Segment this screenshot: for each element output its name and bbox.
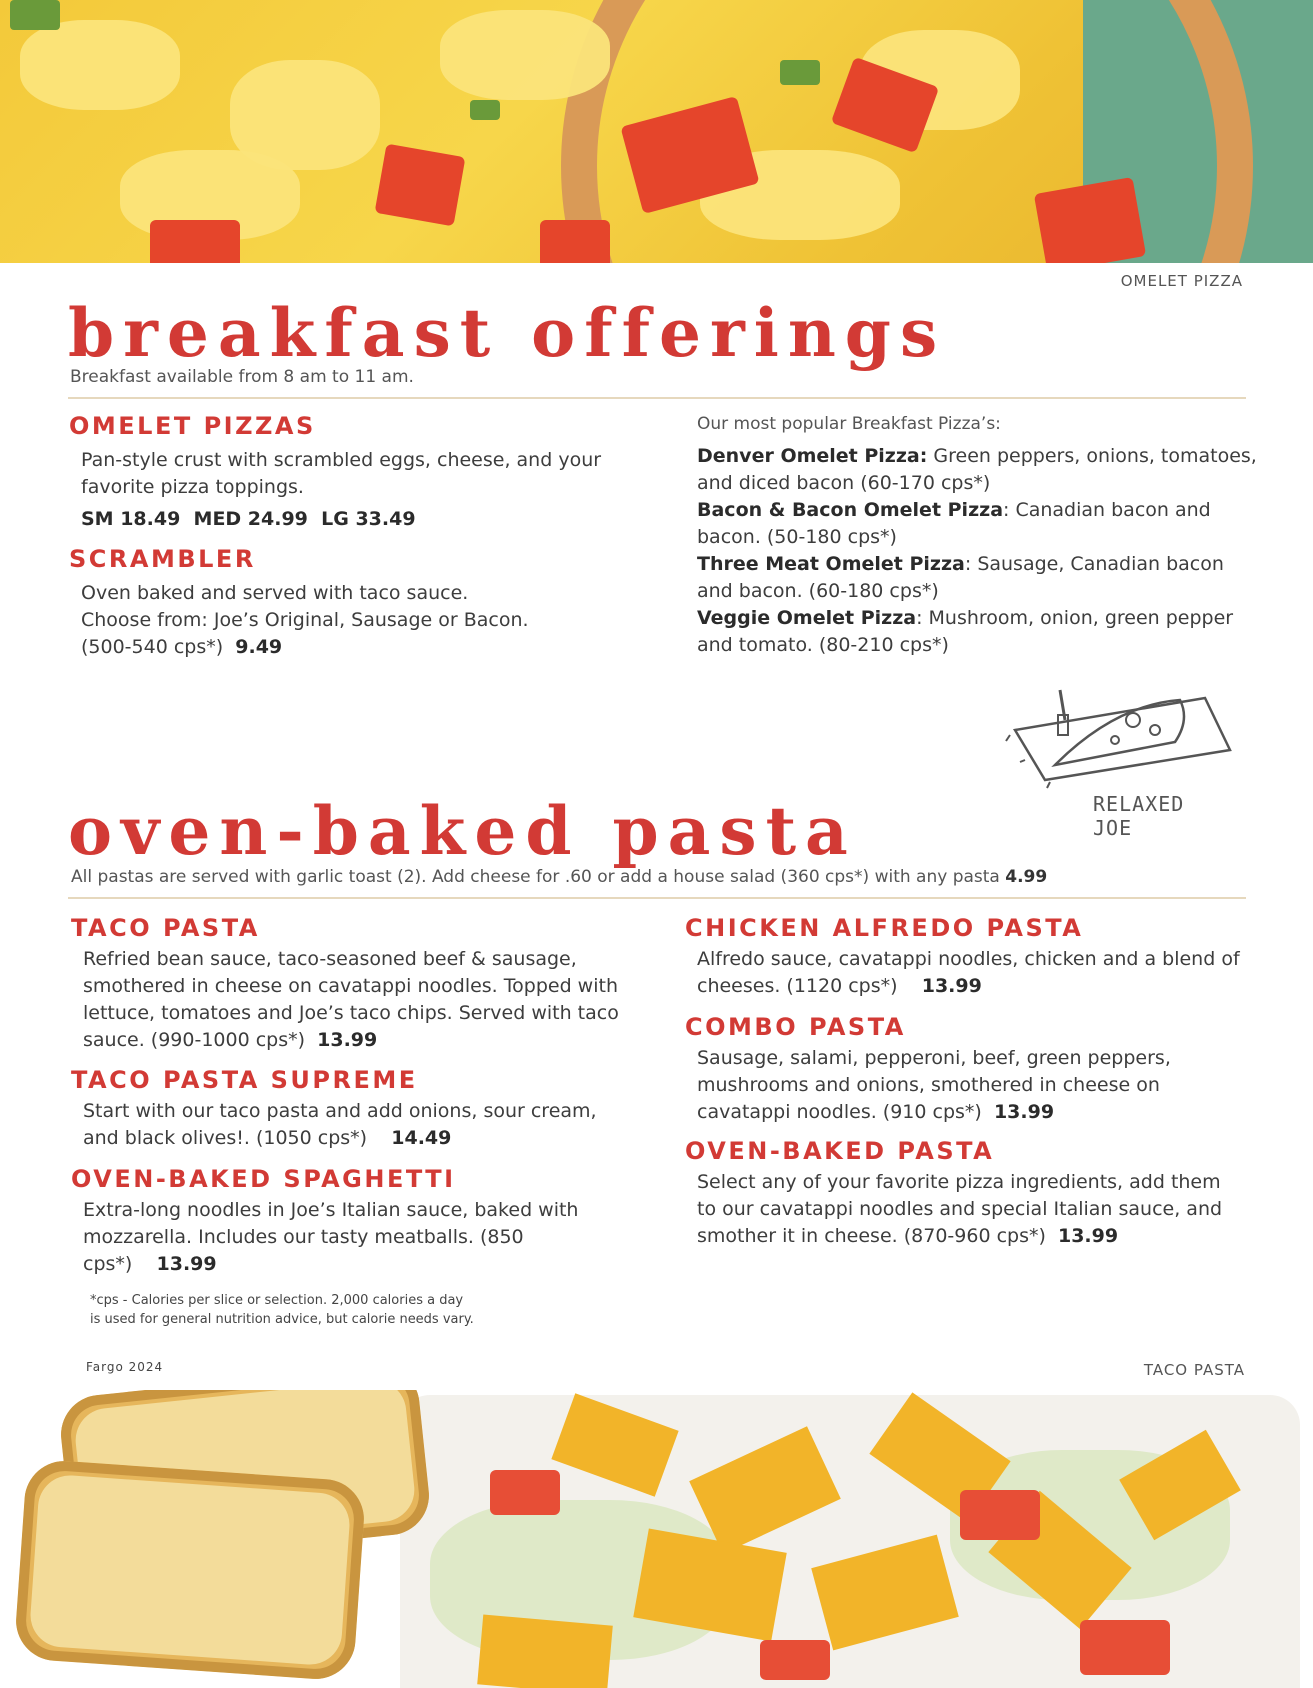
breakfast-intro: Breakfast available from 8 am to 11 am. bbox=[70, 367, 414, 387]
oven-baked-spaghetti-desc: Extra-long noodles in Joe’s Italian sauce, baked with mozzarella. Includes our tasty meatballs. (850 cps*) 13.99 bbox=[83, 1199, 579, 1275]
calorie-footnote: *cps - Calories per slice or selection. 2,000 calories a day is used for general nutrition advice, but calorie needs vary. bbox=[90, 1293, 474, 1327]
footer-location: Fargo 2024 bbox=[86, 1360, 164, 1374]
taco-pasta-supreme-title: TACO PASTA SUPREME bbox=[71, 1066, 418, 1094]
popular-item: Veggie Omelet Pizza: Mushroom, onion, green pepper and tomato. (80-210 cps*) bbox=[697, 607, 1234, 656]
scrambler-desc: Oven baked and served with taco sauce. Choose from: Joe’s Original, Sausage or Bacon. (500-540 cps*) 9.49 bbox=[81, 582, 529, 658]
top-photo-caption: OMELET PIZZA bbox=[1120, 272, 1243, 290]
oven-baked-spaghetti-title: OVEN-BAKED SPAGHETTI bbox=[71, 1165, 456, 1193]
taco-pasta-title: TACO PASTA bbox=[71, 914, 260, 942]
taco-pasta-desc: Refried bean sauce, taco-seasoned beef & sausage, smothered in cheese on cavatappi noodles. Topped with lettuce, tomatoes and Joe’s taco chips. Served with taco sauce. (990-1000 cps*) 13.99 bbox=[83, 948, 619, 1051]
relaxed-joe-illustration bbox=[1005, 670, 1235, 840]
oven-baked-pasta-desc: Select any of your favorite pizza ingredients, add them to our cavatappi noodles and special Italian sauce, and smother it in cheese. (870-960 cps*) 13.99 bbox=[697, 1171, 1223, 1247]
pasta-title: oven-baked pasta bbox=[68, 792, 857, 870]
popular-item: Denver Omelet Pizza: Green peppers, onions, tomatoes, and diced bacon (60-170 cps*) bbox=[697, 445, 1257, 494]
popular-heading: Our most popular Breakfast Pizza’s: bbox=[697, 414, 1001, 434]
mascot-label: RELAXED JOE bbox=[1093, 792, 1185, 840]
omelet-pizzas-title: OMELET PIZZAS bbox=[69, 412, 316, 440]
omelet-pizzas-prices: SM 18.49 MED 24.99 LG 33.49 bbox=[81, 508, 416, 530]
chicken-alfredo-pasta-title: CHICKEN ALFREDO PASTA bbox=[685, 914, 1084, 942]
popular-list bbox=[697, 443, 1257, 659]
popular-item: Bacon & Bacon Omelet Pizza: Canadian bacon and bacon. (50-180 cps*) bbox=[697, 499, 1211, 548]
chicken-alfredo-pasta-desc: Alfredo sauce, cavatappi noodles, chicken and a blend of cheeses. (1120 cps*) 13.99 bbox=[697, 948, 1240, 997]
taco-pasta-supreme-desc: Start with our taco pasta and add onions, sour cream, and black olives!. (1050 cps*) 14.49 bbox=[83, 1100, 597, 1149]
pasta-intro: All pastas are served with garlic toast (2). Add cheese for .60 or add a house salad (360 cps*) with any pasta 4.99 bbox=[71, 867, 1048, 887]
combo-pasta-title: COMBO PASTA bbox=[685, 1013, 906, 1041]
oven-baked-pasta-title: OVEN-BAKED PASTA bbox=[685, 1137, 995, 1165]
combo-pasta-desc: Sausage, salami, pepperoni, beef, green peppers, mushrooms and onions, smothered in cheese on cavatappi noodles. (910 cps*) 13.99 bbox=[697, 1047, 1171, 1123]
scrambler-title: SCRAMBLER bbox=[69, 545, 256, 573]
omelet-pizza-photo bbox=[0, 0, 1313, 263]
popular-item: Three Meat Omelet Pizza: Sausage, Canadian bacon and bacon. (60-180 cps*) bbox=[697, 553, 1224, 602]
scrambler-price: 9.49 bbox=[235, 636, 283, 658]
divider bbox=[68, 397, 1246, 399]
omelet-pizzas-desc: Pan-style crust with scrambled eggs, cheese, and your favorite pizza toppings. bbox=[81, 449, 602, 498]
breakfast-title: breakfast offerings bbox=[68, 294, 947, 372]
taco-pasta-photo bbox=[0, 1390, 1313, 1688]
divider bbox=[68, 897, 1246, 899]
bottom-photo-caption: TACO PASTA bbox=[1143, 1361, 1245, 1379]
